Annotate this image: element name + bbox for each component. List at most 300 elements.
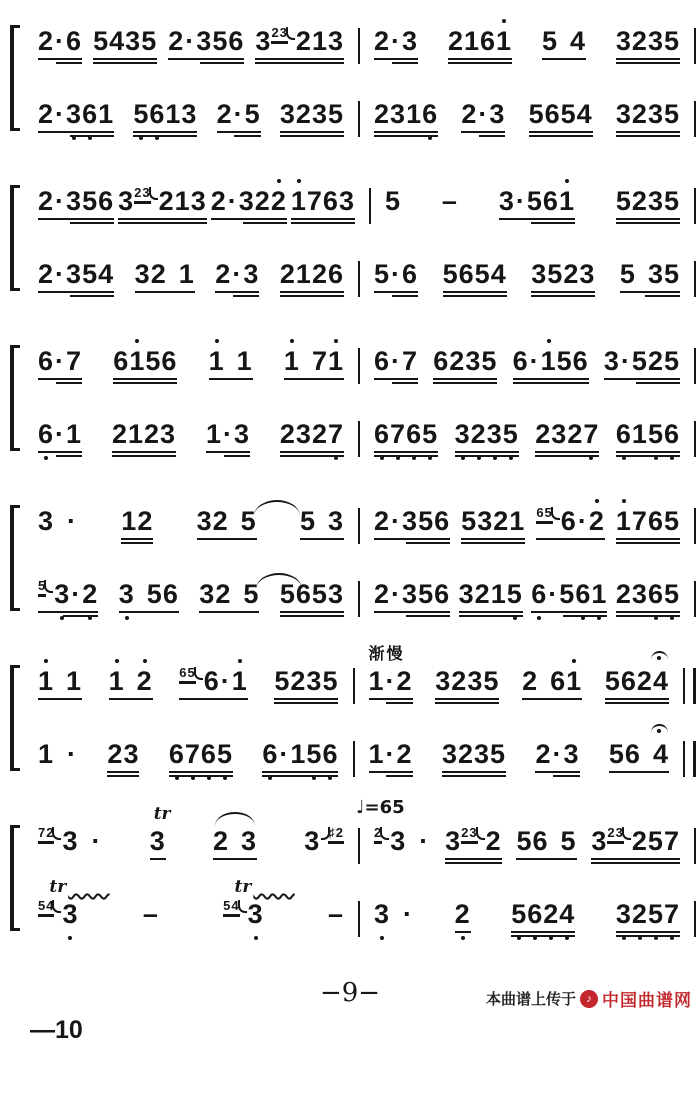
note-char: 1	[591, 581, 607, 607]
note-group	[36, 650, 84, 711]
note-text	[374, 421, 438, 447]
score-line	[24, 646, 696, 711]
note-char: 3	[445, 826, 462, 856]
grace-text: 23	[134, 185, 151, 200]
note-char: 3	[62, 826, 79, 856]
note-group	[36, 723, 80, 784]
beam-line	[374, 455, 438, 457]
beam-line	[133, 131, 197, 133]
note-group	[533, 403, 601, 464]
beam-line	[262, 771, 338, 773]
grace-hook-icon	[52, 827, 61, 840]
note-char: 6	[531, 581, 547, 607]
note-text	[461, 101, 505, 127]
note-char	[135, 581, 147, 607]
note-group	[457, 563, 525, 624]
note-char: 1	[490, 579, 507, 609]
system	[6, 490, 696, 624]
note-char: 4	[569, 26, 586, 56]
beam-line	[119, 611, 179, 613]
note-char: 2	[535, 739, 552, 769]
octave-dot-above	[502, 19, 506, 23]
note-char: 5	[212, 26, 229, 56]
beam-line	[522, 698, 582, 700]
beam-line	[591, 858, 680, 860]
note-char: 2	[279, 419, 296, 449]
note-group	[141, 883, 161, 944]
octave-dot-below	[380, 936, 384, 940]
note-text	[435, 668, 499, 694]
note-char	[316, 508, 328, 534]
note-char: 5	[461, 506, 478, 536]
note-char: 1	[295, 259, 312, 289]
beam-line	[200, 62, 244, 64]
note-text	[369, 741, 413, 767]
note-char: 5	[322, 666, 339, 696]
note-char: 1	[284, 348, 300, 374]
note-char: 2	[457, 739, 474, 769]
note-text	[374, 508, 450, 534]
note-char: 2	[615, 579, 632, 609]
note-char	[54, 741, 66, 767]
note-char: 6	[542, 186, 559, 216]
measure	[24, 243, 358, 304]
note-char: 2	[374, 99, 391, 129]
note-text	[531, 581, 607, 607]
note-text	[133, 101, 197, 127]
fermata-icon	[651, 724, 668, 735]
note-char: 6	[648, 581, 664, 607]
note-text	[374, 825, 430, 856]
note-char: 5	[663, 346, 680, 376]
beam-line	[374, 451, 438, 453]
note-char: 3	[123, 739, 140, 769]
note-char: 1	[541, 348, 557, 374]
beam-line	[118, 218, 207, 220]
note-char: 1	[368, 666, 385, 696]
note-text	[107, 741, 139, 767]
note-group	[298, 490, 346, 551]
note-char: 1	[291, 188, 307, 214]
note-char: ·	[185, 26, 196, 56]
octave-dot-above	[334, 339, 338, 343]
note-text	[616, 28, 680, 54]
note-char: 3	[467, 666, 484, 696]
beam-line	[461, 131, 505, 133]
note-char: 7	[306, 186, 323, 216]
note-group	[253, 10, 346, 71]
note-group	[453, 883, 473, 944]
note-char: 7	[185, 741, 201, 767]
note-char: ·	[55, 186, 66, 216]
note-char: 6	[374, 421, 390, 447]
note-text	[374, 348, 418, 374]
note-char: 1	[98, 99, 115, 129]
beam-line	[38, 218, 114, 220]
note-text	[280, 581, 344, 607]
note-char: 5	[133, 101, 149, 127]
note-char: 2	[107, 739, 124, 769]
score-line	[24, 170, 696, 231]
note-text	[604, 348, 680, 374]
note-text	[433, 348, 497, 374]
note-char: 6	[624, 739, 641, 769]
octave-dot-above	[595, 499, 599, 503]
beam-line	[442, 771, 506, 773]
note-char: 1	[368, 739, 385, 769]
note-char: 2	[471, 421, 487, 447]
note-char: ·	[67, 739, 78, 769]
note-char: ·	[55, 346, 66, 376]
note-char: 3	[390, 826, 407, 856]
note-char: 3	[196, 26, 213, 56]
note-char: 3	[455, 421, 471, 447]
beam-line	[38, 698, 82, 700]
measure	[24, 804, 358, 871]
score-line	[24, 797, 696, 871]
note-text	[197, 508, 257, 534]
note-text	[168, 28, 244, 54]
beam-line	[616, 611, 680, 613]
measure	[24, 877, 358, 944]
note-text	[255, 25, 344, 56]
note-char	[641, 741, 653, 767]
note-group	[119, 490, 155, 551]
note-group	[372, 330, 420, 391]
beam-line	[280, 611, 344, 613]
note-char: 6	[322, 741, 338, 767]
score-line	[24, 877, 696, 944]
note-char: ·	[71, 579, 82, 609]
measure	[355, 646, 684, 711]
note-group	[260, 723, 340, 784]
beam-line	[284, 378, 344, 380]
beam-line	[386, 702, 412, 704]
note-char: 1	[127, 419, 144, 449]
note-char	[390, 901, 402, 927]
note-char: 3	[551, 419, 568, 449]
barline	[694, 348, 696, 384]
measure	[355, 723, 684, 784]
beam-line	[529, 131, 593, 133]
note-char: ·	[55, 99, 66, 129]
beam-line	[435, 702, 499, 704]
note-group	[533, 723, 581, 784]
note-text	[223, 898, 264, 929]
beam-line	[255, 62, 344, 64]
note-char: ·	[391, 579, 402, 609]
note-text	[38, 261, 114, 287]
note-char: 3	[327, 506, 344, 536]
note-char: 2	[271, 188, 287, 214]
note-char: 3	[402, 506, 419, 536]
beam-line	[455, 931, 471, 933]
beam-line	[280, 451, 344, 453]
system-bracket	[10, 508, 22, 608]
note-char: 2	[451, 666, 468, 696]
note-group	[36, 877, 81, 944]
system	[6, 10, 696, 144]
note-char: 6	[544, 99, 561, 129]
note-char: 2	[215, 259, 232, 289]
note-char: 5	[483, 666, 500, 696]
note-char: 5	[507, 581, 523, 607]
beam-line	[291, 218, 355, 220]
note-group	[383, 170, 403, 231]
note-char: 3	[435, 666, 452, 696]
note-char: 5	[490, 739, 507, 769]
beam-line	[374, 135, 438, 137]
double-barline	[683, 741, 696, 777]
note-char: 6	[38, 346, 55, 376]
beam-line	[535, 455, 599, 457]
note-char: 1	[463, 26, 480, 56]
note-text	[274, 668, 338, 694]
beam-line	[616, 538, 680, 540]
note-char: ·	[67, 506, 78, 536]
note-text	[215, 261, 259, 287]
note-char: 2	[631, 26, 648, 56]
beam-line	[616, 222, 680, 224]
note-group	[607, 723, 671, 784]
note-char: 5	[511, 901, 527, 927]
note-char	[167, 261, 179, 287]
note-char: 6	[480, 26, 497, 56]
grace-text: 5	[38, 578, 47, 593]
note-text	[38, 741, 78, 767]
note-char: 5	[327, 99, 344, 129]
beam-line	[369, 771, 413, 773]
note-text	[109, 668, 153, 694]
note-group	[459, 83, 507, 144]
beam-line	[459, 615, 523, 617]
page-footer	[0, 970, 700, 1044]
note-char: 3	[248, 901, 264, 927]
note-group	[36, 243, 116, 304]
note-char: 3	[66, 259, 83, 289]
beam-line	[513, 382, 589, 384]
note-group	[207, 330, 255, 391]
note-text	[150, 828, 166, 854]
note-char: 3	[199, 579, 216, 609]
beam-line	[107, 771, 139, 773]
beam-line	[107, 775, 139, 777]
note-group	[372, 883, 416, 944]
beam-line	[605, 698, 669, 700]
note-char: –	[327, 899, 344, 929]
note-char: ·	[577, 506, 588, 536]
note-char: 1	[566, 668, 582, 694]
measure	[360, 490, 694, 551]
note-char: 6	[162, 579, 179, 609]
watermark-prefix: 本曲谱上传于	[485, 991, 576, 1008]
grace-text: 23	[461, 825, 478, 840]
note-char: 6	[434, 579, 451, 609]
note-char: 5	[663, 506, 680, 536]
note-char: 5	[560, 99, 577, 129]
note-char: 5	[93, 26, 110, 56]
note-char: 2	[279, 259, 296, 289]
beam-line	[38, 131, 114, 133]
note-char: 5	[560, 826, 577, 856]
note-text	[542, 28, 586, 54]
beam-line	[374, 58, 418, 60]
note-char: 2	[82, 581, 98, 607]
note-char: 3	[487, 421, 503, 447]
note-char: ·	[91, 826, 102, 856]
note-char	[231, 581, 243, 607]
measure	[356, 797, 694, 871]
note-char: 3	[181, 99, 198, 129]
note-group	[221, 877, 266, 944]
note-char: 2	[474, 579, 491, 609]
note-char: ·	[279, 739, 290, 769]
note-group	[514, 810, 578, 871]
note-char: 2	[111, 419, 128, 449]
note-char: 6	[512, 346, 529, 376]
note-char: ·	[233, 99, 244, 129]
system-bracket	[10, 668, 22, 768]
note-group	[110, 403, 178, 464]
beam-line	[531, 222, 575, 224]
beam-line	[443, 295, 507, 297]
note-text	[199, 581, 259, 607]
note-char: 6	[560, 506, 577, 536]
note-text	[455, 421, 519, 447]
octave-dot-above	[297, 179, 301, 183]
trill-mark: tr	[235, 877, 295, 897]
note-char: 1	[109, 668, 125, 694]
note-group	[529, 243, 597, 304]
octave-dot-below	[125, 616, 129, 620]
note-text	[38, 28, 82, 54]
note-char: 7	[663, 826, 680, 856]
beam-line	[300, 538, 344, 540]
note-char: 3	[402, 26, 419, 56]
note-char: 3	[279, 99, 296, 129]
note-group	[177, 650, 250, 711]
note-text	[616, 581, 680, 607]
beam-line	[135, 291, 195, 293]
note-char: 2	[396, 666, 413, 696]
note-group	[614, 883, 682, 944]
note-text	[38, 101, 114, 127]
note-char: 1	[290, 739, 307, 769]
note-char: 7	[311, 346, 328, 376]
note-char: ·	[55, 419, 66, 449]
note-char: 2	[455, 901, 471, 927]
note-char: 3	[474, 739, 491, 769]
note-group	[105, 723, 141, 784]
note-char: 3	[306, 666, 323, 696]
octave-dot-above	[290, 339, 294, 343]
note-group	[272, 650, 340, 711]
octave-dot-below	[254, 936, 258, 940]
note-char: ·	[232, 259, 243, 289]
note-char: 3	[311, 99, 328, 129]
note-char: 5	[384, 186, 401, 216]
note-char: ·	[515, 186, 526, 216]
beam-line	[459, 611, 523, 613]
note-char: 1	[509, 506, 526, 536]
octave-dot-above	[622, 499, 626, 503]
note-char: ·	[529, 346, 540, 376]
beam-line	[392, 62, 418, 64]
note-char: 5	[663, 26, 680, 56]
note-char: 2	[447, 26, 464, 56]
note-char: 4	[98, 259, 115, 289]
measure	[360, 403, 694, 464]
grace-text: 72	[38, 825, 55, 840]
note-char: 5	[648, 421, 664, 447]
note-group	[278, 243, 346, 304]
note-char: 6	[38, 421, 54, 447]
beam-line	[406, 542, 450, 544]
note-text	[280, 261, 344, 287]
note-char: 5	[217, 741, 233, 767]
measure	[24, 170, 369, 231]
note-group	[372, 490, 452, 551]
note-char: 3	[647, 259, 664, 289]
note-char: 5	[559, 579, 576, 609]
note-group	[36, 490, 80, 551]
grace-hook-icon	[380, 827, 389, 840]
note-char: 6	[161, 346, 178, 376]
note-group	[372, 10, 420, 71]
note-char: 1	[174, 186, 191, 216]
note-char: 3	[125, 26, 142, 56]
grace-notes	[38, 568, 53, 594]
note-group	[511, 330, 591, 391]
note-text	[119, 581, 179, 607]
note-char: ·	[55, 259, 66, 289]
note-group	[215, 83, 263, 144]
note-char: 2	[158, 186, 175, 216]
beam-line	[168, 58, 244, 60]
note-group	[166, 10, 246, 71]
beam-line	[386, 775, 412, 777]
measure	[360, 10, 694, 71]
note-char: 6	[327, 259, 344, 289]
note-text	[213, 828, 257, 854]
note-char: 5	[244, 99, 261, 129]
note-text	[374, 101, 438, 127]
note-char: 6	[458, 259, 475, 289]
note-text	[374, 581, 450, 607]
note-text	[262, 741, 338, 767]
beam-line	[63, 615, 98, 617]
beam-line	[609, 771, 669, 773]
note-group	[614, 10, 682, 71]
note-char: 6	[532, 826, 549, 856]
beam-line	[280, 295, 344, 297]
note-group	[453, 403, 521, 464]
beam-line	[199, 611, 259, 613]
note-char: 2	[396, 739, 413, 769]
grace-notes	[179, 655, 202, 681]
note-text	[443, 261, 507, 287]
beam-line	[511, 931, 575, 933]
beam-line	[513, 378, 589, 380]
note-char: 1	[496, 28, 512, 54]
note-char: 6	[82, 101, 98, 127]
measure	[360, 243, 694, 304]
note-text	[38, 668, 82, 694]
note-char: 6	[169, 741, 185, 767]
note-char: 5	[146, 579, 163, 609]
beam-line	[455, 455, 519, 457]
note-char: 5	[526, 186, 543, 216]
